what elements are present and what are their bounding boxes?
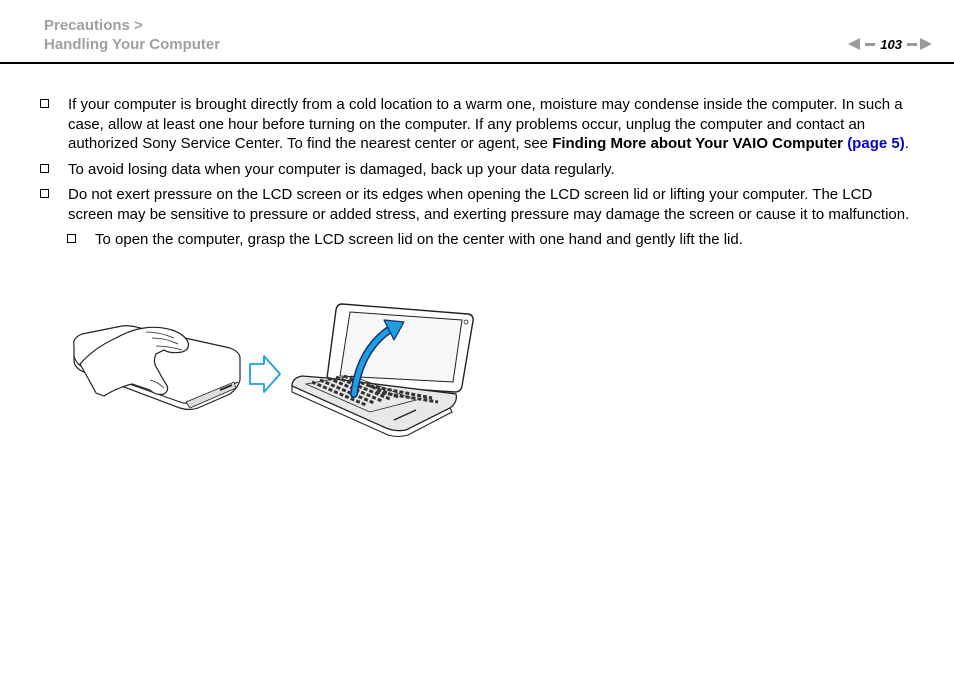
arrow-left-icon[interactable] [848,38,860,50]
breadcrumb [44,16,220,54]
direction-arrow-icon [250,356,280,392]
list-item-text: To avoid losing data when your computer is damaged, back up your data regularly. [68,160,615,178]
list-item-text: To open the computer, grasp the LCD screen lid on the center with one hand and gently lift the lid. [95,231,743,248]
sub-list-item [67,230,920,250]
list-item [40,185,920,224]
page-link[interactable]: (page 5) [847,135,905,152]
checkbox-bullet-icon [40,164,49,173]
page-navigation [848,36,932,52]
open-laptop [292,304,473,437]
item-text: If your computer is brought directly from a cold location to a warm one, moisture may condense inside the computer. In such a case, allow at least one hour before turning on the computer. If any problems occur, unplug the computer and contact an authorized Sony Service Center. To find the nearest center or agent, see [68,96,903,152]
header-divider [0,62,954,64]
opening-lid-illustration [70,298,480,440]
pager-bar-left [865,43,875,46]
reference-title: Finding More about Your VAIO Computer [552,135,844,152]
list-item [40,95,920,154]
list-item [40,160,920,180]
page-content [40,95,920,256]
list-item-text: Do not exert pressure on the LCD screen or its edges when opening the LCD screen lid or lifting your computer. The LCD screen may be sensitive to pressure or added stress, and exerting pressure may damage the screen or cause it to malfunction. [68,186,910,223]
pager-bar-right [907,43,917,46]
checkbox-bullet-icon [67,234,76,243]
list-item-text [68,95,920,154]
breadcrumb-current[interactable]: Handling Your Computer [44,36,221,53]
page-number: 103 [880,36,902,52]
arrow-right-icon[interactable] [920,38,932,50]
checkbox-bullet-icon [40,99,49,108]
breadcrumb-parent[interactable]: Precautions > [44,17,143,34]
item-end: . [904,135,909,152]
checkbox-bullet-icon [40,189,49,198]
